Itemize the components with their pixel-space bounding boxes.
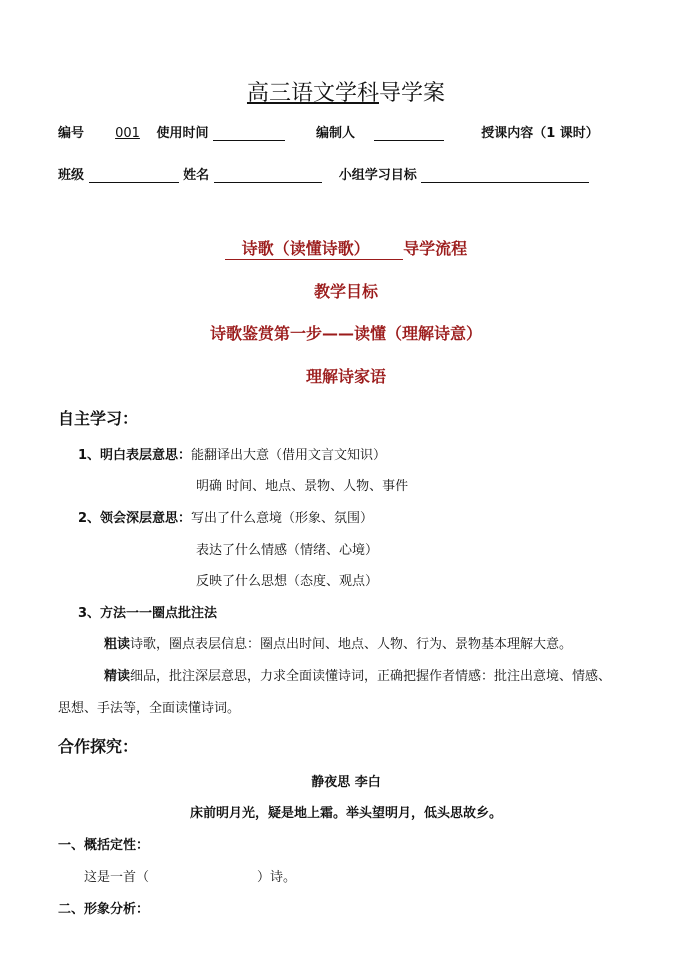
use-time-blank[interactable] [213,125,285,141]
item1-line1: 能翻译出大意（借用文言文知识） [191,448,387,463]
author-label: 编制人 [316,126,356,141]
number-label: 编号 [58,126,85,141]
class-blank[interactable] [89,167,179,183]
q1-prefix: 这是一首（ [84,870,150,885]
rough-label: 粗读 [104,637,131,652]
step-one-heading: 诗歌鉴赏第一步——读懂（理解诗意） [209,324,482,343]
q1-suffix: ）诗。 [257,870,297,885]
fine-read [104,665,611,684]
rough-text: 诗歌，圈点表层信息：圈点出时间、地点、人物、行为、景物基本理解大意。 [130,637,573,652]
item2-label: 2、领会深层意思： [78,511,192,526]
fine-text-line2: 思想、手法等，全面读懂诗词。 [58,701,241,716]
title-underlined: 高三语文学科 [246,81,379,106]
topic-heading [0,236,692,260]
item1-line2: 明确 时间、地点、景物、人物、事件 [196,479,409,494]
meta-row-1 [58,122,599,141]
topic-underlined: 诗歌（读懂诗歌） [225,236,403,260]
name-blank[interactable] [214,167,322,183]
use-time-label: 使用时间 [156,126,209,141]
group-goal-blank[interactable] [421,167,589,183]
name-label: 姓名 [183,168,210,183]
rough-read [104,633,572,652]
q1-heading: 一、概括定性： [58,838,150,853]
title-rest: 导学案 [379,81,446,106]
item1 [78,444,386,463]
page-title [0,76,692,107]
group-goal-label: 小组学习目标 [338,168,417,183]
author-blank[interactable] [374,125,444,141]
item3-label: 3、方法一一圈点批注法 [78,606,218,621]
item2-line1: 写出了什么意境（形象、氛围） [191,511,374,526]
class-label: 班级 [58,168,85,183]
content-label: 授课内容（1 课时） [481,126,599,141]
understand-words-heading: 理解诗家语 [305,367,386,386]
item2-line2: 表达了什么情感（情绪、心境） [196,543,379,558]
item2-line3: 反映了什么思想（态度、观点） [196,574,379,589]
topic-suffix: 导学流程 [403,239,468,258]
poem-title: 静夜思 李白 [311,775,381,790]
meta-row-2 [58,164,589,183]
number-value: 001 [115,126,140,141]
coop-heading: 合作探究： [58,737,139,756]
q2-heading: 二、形象分析： [58,902,150,917]
teaching-goal-heading: 教学目标 [313,282,378,301]
item1-label: 1、明白表层意思： [78,448,192,463]
fine-text-line1: 细品，批注深层意思，力求全面读懂诗词，正确把握作者情感：批注出意境、情感、 [130,669,612,684]
self-study-heading: 自主学习： [58,409,139,428]
q1-line [84,866,296,885]
fine-label: 精读 [104,669,131,684]
item2 [78,507,373,526]
poem-text: 床前明月光，疑是地上霜。举头望明月，低头思故乡。 [189,806,502,821]
